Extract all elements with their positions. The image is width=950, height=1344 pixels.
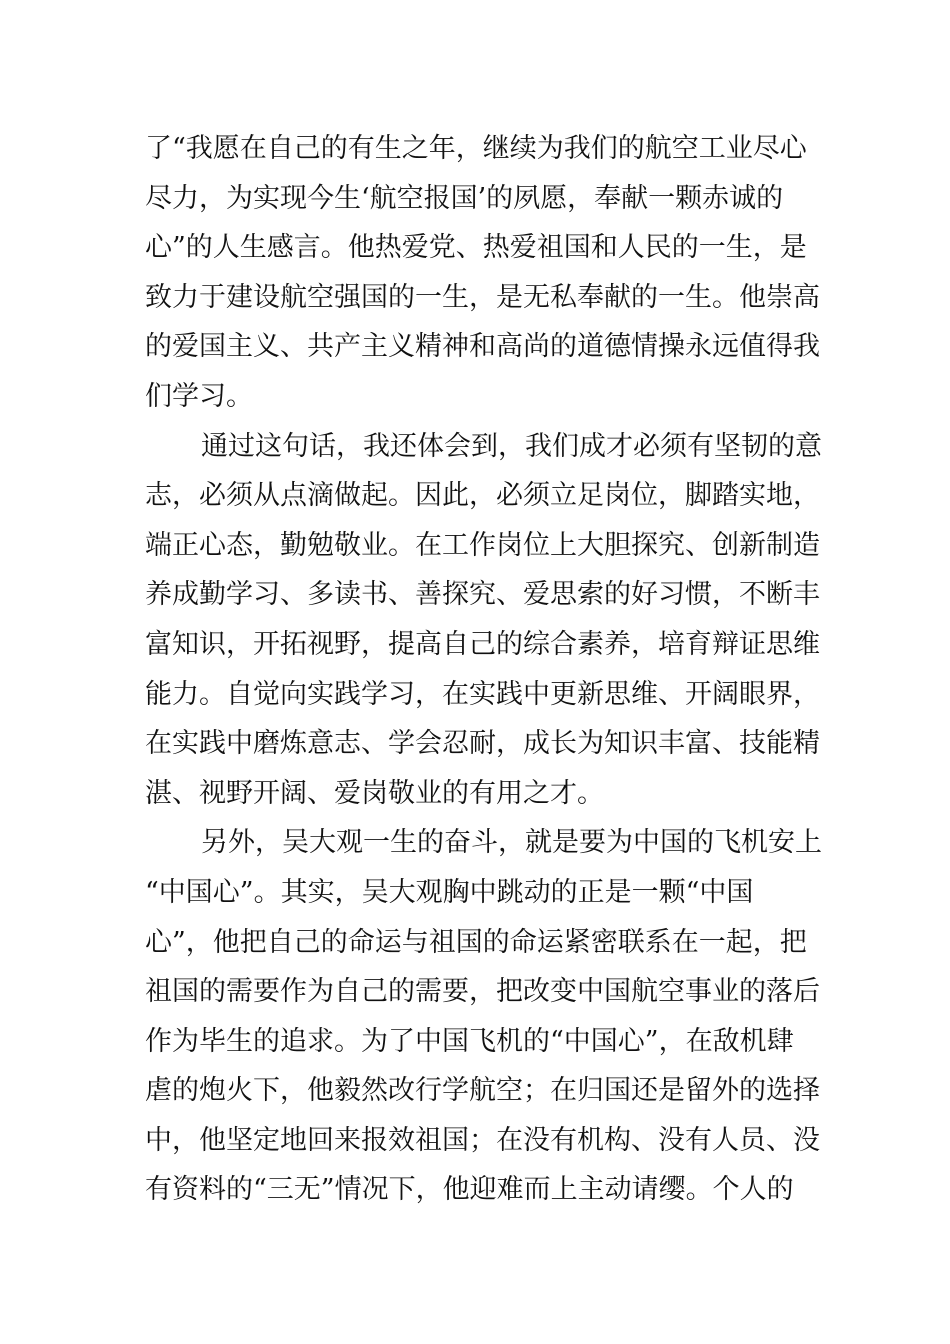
text-line-16: “中国心”。其实，吴大观胸中跳动的正是一颗“中国 [145, 876, 754, 908]
text-line-14: 湛、视野开阔、爱岗敬业的有用之才。 [145, 777, 604, 809]
text-line-5: 的爱国主义、共产主义精神和高尚的道德情操永远值得我 [145, 331, 820, 363]
body-text [145, 124, 822, 1215]
text-line-18: 祖国的需要作为自己的需要，把改变中国航空事业的落后 [145, 976, 820, 1008]
text-line-17: 心”，他把自己的命运与祖国的命运紧密联系在一起，把 [145, 926, 807, 958]
text-line-21: 中，他坚定地回来报效祖国；在没有机构、没有人员、没 [145, 1124, 820, 1156]
text-line-10: 养成勤学习、多读书、善探究、爱思索的好习惯，不断丰 [145, 579, 820, 611]
text-line-20: 虐的炮火下，他毅然改行学航空；在归国还是留外的选择 [145, 1075, 820, 1107]
text-line-8: 志，必须从点滴做起。因此，必须立足岗位，脚踏实地， [145, 480, 820, 512]
text-line-9: 端正心态，勤勉敬业。在工作岗位上大胆探究、创新制造 [145, 529, 820, 561]
text-line-1: 了“我愿在自己的有生之年，继续为我们的航空工业尽心 [145, 133, 807, 164]
text-line-13: 在实践中磨炼意志、学会忍耐，成长为知识丰富、技能精 [145, 728, 820, 760]
text-line-2: 尽力，为实现今生‘航空报国’的夙愿，奉献一颗赤诚的 [145, 182, 784, 214]
text-line-6: 们学习。 [145, 380, 253, 412]
paragraph-2-start: 通过这句话，我还体会到，我们成才必须有坚韧的意 [201, 430, 822, 462]
paragraph-3-start: 另外，吴大观一生的奋斗，就是要为中国的飞机安上 [201, 827, 822, 859]
text-line-11: 富知识，开拓视野，提高自己的综合素养，培育辩证思维 [145, 628, 820, 660]
text-line-4: 致力于建设航空强国的一生，是无私奉献的一生。他崇高 [145, 281, 820, 313]
text-line-12: 能力。自觉向实践学习，在实践中更新思维、开阔眼界， [145, 678, 820, 710]
text-line-3: 心”的人生感言。他热爱党、热爱祖国和人民的一生，是 [145, 232, 807, 264]
text-line-22: 有资料的“三无”情况下，他迎难而上主动请缨。个人的 [145, 1174, 794, 1206]
text-line-19: 作为毕生的追求。为了中国飞机的“中国心”，在敌机肆 [145, 1025, 794, 1057]
